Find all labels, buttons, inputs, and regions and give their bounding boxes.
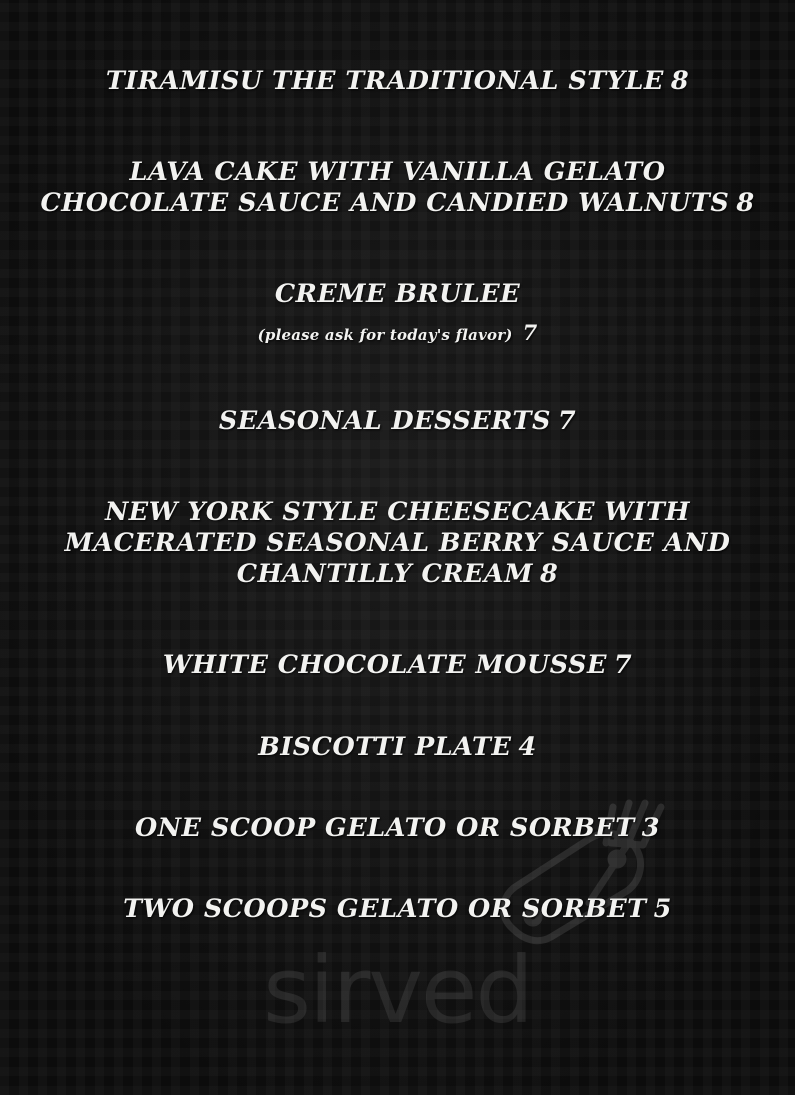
menu-item-note-text: (please ask for today's flavor): [257, 326, 513, 345]
menu-item: [0, 894, 795, 925]
menu-item-name: WHITE CHOCOLATE MOUSSE: [162, 650, 607, 681]
menu-item-name: NEW YORK STYLE CHEESECAKE WITH MACERATED SEASONAL BERRY SAUCE AND CHANTILLY CREAM: [64, 497, 731, 590]
menu-item: [0, 66, 795, 97]
menu-item-price: 7: [557, 406, 577, 437]
menu-item-name: TWO SCOOPS GELATO OR SORBET: [123, 893, 647, 924]
menu-item: [0, 813, 795, 844]
menu-item: [0, 650, 795, 681]
menu-item: [0, 497, 795, 590]
menu-item-name: LAVA CAKE WITH VANILLA GELATO CHOCOLATE SAUCE AND CANDIED WALNUTS: [40, 157, 730, 219]
menu-item-name: ONE SCOOP GELATO OR SORBET: [135, 812, 635, 843]
sirved-watermark: [0, 937, 795, 1044]
menu-item-name: SEASONAL DESSERTS: [218, 406, 551, 437]
menu-item-price: 8: [670, 66, 690, 96]
menu-item-name: BISCOTTI PLATE: [258, 731, 512, 762]
menu-item: [0, 279, 795, 346]
menu-item-price: 5: [653, 893, 672, 924]
menu-item: [0, 406, 795, 437]
menu-item-name: TIRAMISU THE TRADITIONAL STYLE: [105, 66, 664, 96]
menu-item-price: 8: [539, 559, 559, 590]
menu-item-name: CREME BRULEE: [274, 279, 521, 310]
menu-item: [0, 157, 795, 219]
menu-item: [0, 732, 795, 763]
menu-item-price: 3: [641, 812, 660, 843]
menu-item-price: 7: [522, 320, 538, 346]
menu-item-price: 7: [613, 650, 633, 681]
menu-item-note: [32, 320, 763, 346]
menu-item-price: 8: [736, 188, 755, 219]
menu-item-price: 4: [518, 731, 537, 762]
watermark-text: sirved: [263, 937, 532, 1044]
